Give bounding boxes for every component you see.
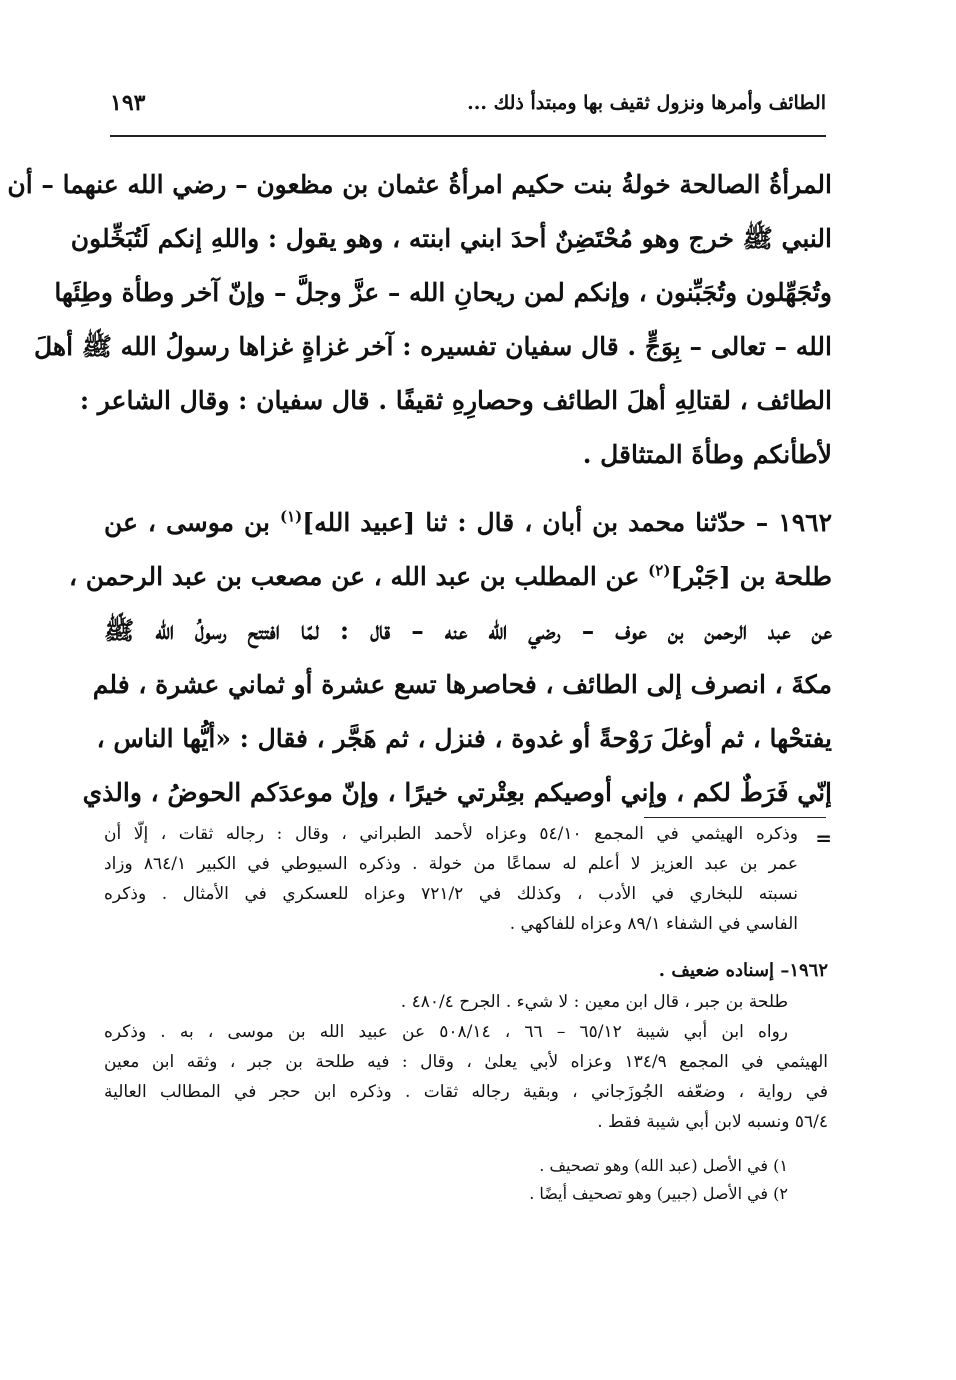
footnote-line: ٥٦/٤ ونسبه لابن أبي شيبة فقط . bbox=[597, 1112, 828, 1132]
text-line: عن عبد الرحمن بن عوف – رضي الله عنه – قال : لمّا افتتح رسولُ الله ﷺ bbox=[104, 616, 832, 645]
text-line: مكةَ ، انصرف إلى الطائف ، فحاصرها تسع عشرة أو ثماني عشرة ، فلم bbox=[92, 670, 832, 699]
footnote-heading: ١٩٦٢– إسناده ضعيف . bbox=[658, 960, 828, 981]
footnotes bbox=[104, 824, 832, 1214]
text-segment: عن المطلب بن عبد الله ، عن مصعب بن عبد الرحمن ، bbox=[68, 562, 649, 591]
text-line bbox=[68, 561, 832, 618]
continuation-mark: = bbox=[815, 826, 832, 850]
text-line: الله – تعالى – بِوَجٍّ . قال سفيان تفسيره : آخر غزاةٍ غزاها رسولُ الله ﷺ أهلَ bbox=[33, 332, 832, 361]
footnote-rule bbox=[644, 817, 826, 818]
footnote-line: الفاسي في الشفاء ٨٩/١ وعزاه للفاكهي . bbox=[509, 914, 798, 934]
footnote-line: نسبته للبخاري في الأدب ، وكذلك في ٧٢١/٢ وعزاه للعسكري في الأمثال . وذكره bbox=[104, 884, 798, 904]
footnote-line: وذكره الهيثمي في المجمع ٥٤/١٠ وعزاه لأحمد الطبراني ، وقال : رجاله ثقات ، إلّا أن bbox=[104, 824, 798, 844]
footnote-continuation bbox=[104, 824, 832, 946]
footnote-1962 bbox=[104, 962, 828, 1144]
editorial-note-2: ٢) في الأصل (جبير) وهو تصحيف أيضًا . bbox=[529, 1184, 788, 1203]
footnote-line: الهيثمي في المجمع ١٣٤/٩ وعزاه لأبي يعلىٰ ، وقال : فيه طلحة بن جبر ، وثقه ابن معين bbox=[104, 1052, 828, 1072]
text-line: النبي ﷺ خرج وهو مُحْتَضِنٌ أحدَ ابني ابنته ، وهو يقول : واللهِ إنكم لَتُبَخِّلون bbox=[70, 224, 832, 253]
text-segment: طلحة بن [جَبْر] bbox=[670, 562, 832, 591]
footnote-line: طلحة بن جبر ، قال ابن معين : لا شيء . الجرح ٤٨٠/٤ . bbox=[400, 992, 788, 1012]
text-line: لأطأنكم وطأةَ المتثاقل . bbox=[582, 440, 832, 469]
text-line: وتُجَهِّلون وتُجَبِّنون ، وإنكم لمن ريحانِ الله – عزَّ وجلَّ – وإنّ آخر وطأة وطِئَها bbox=[54, 278, 832, 307]
running-header bbox=[110, 92, 826, 126]
paragraph-1 bbox=[7, 170, 832, 496]
paragraph-2 bbox=[68, 507, 832, 834]
text-segment: بن موسى ، عن bbox=[104, 508, 280, 537]
footnote-ref-2: (٢) bbox=[648, 561, 671, 580]
header-title: الطائف وأمرها ونزول ثقيف بها ومبتدأ ذلك ... bbox=[467, 92, 826, 114]
text-line bbox=[104, 507, 832, 564]
header-rule bbox=[110, 135, 826, 137]
editorial-note-1: ١) في الأصل (عبد الله) وهو تصحيف . bbox=[539, 1156, 788, 1175]
editorial-notes bbox=[104, 1158, 828, 1214]
text-segment: ١٩٦٢ – حدّثنا محمد بن أبان ، قال : ثنا [عبيد الله] bbox=[302, 508, 832, 537]
text-line: الطائف ، لقتالِهِ أهلَ الطائف وحصارِهِ ثقيفًا . قال سفيان : وقال الشاعر : bbox=[79, 386, 832, 415]
page-number: ١٩٣ bbox=[110, 90, 146, 116]
footnote-line: عمر بن عبد العزيز لا أعلم له سماعًا من خولة . وذكره السيوطي في الكبير ٨٦٤/١ وزاد bbox=[104, 854, 798, 874]
footnote-line: في رواية ، وضعّفه الجُوزَجاني ، وبقية رجاله ثقات . وذكره ابن حجر في المطالب العالية bbox=[104, 1082, 828, 1102]
main-text bbox=[7, 170, 832, 834]
footnote-ref-1: (١) bbox=[279, 507, 303, 526]
text-line: يفتحْها ، ثم أوغلَ رَوْحةً أو غدوة ، فنزل ، ثم هَجَّر ، فقال : «أيُّها الناس ، bbox=[96, 724, 832, 753]
text-line: إنّي فَرَطٌ لكم ، وإني أوصيكم بعِتْرتي خيرًا ، وإنّ موعدَكم الحوضُ ، والذي bbox=[82, 778, 832, 807]
footnote-line: رواه ابن أبي شيبة ٦٥/١٢ – ٦٦ ، ٥٠٨/١٤ عن عبيد الله بن موسى ، به . وذكره bbox=[104, 1022, 788, 1042]
text-line: المرأةُ الصالحة خولةُ بنت حكيم امرأةُ عثمان بن مظعون – رضي الله عنهما – أن bbox=[7, 170, 832, 199]
